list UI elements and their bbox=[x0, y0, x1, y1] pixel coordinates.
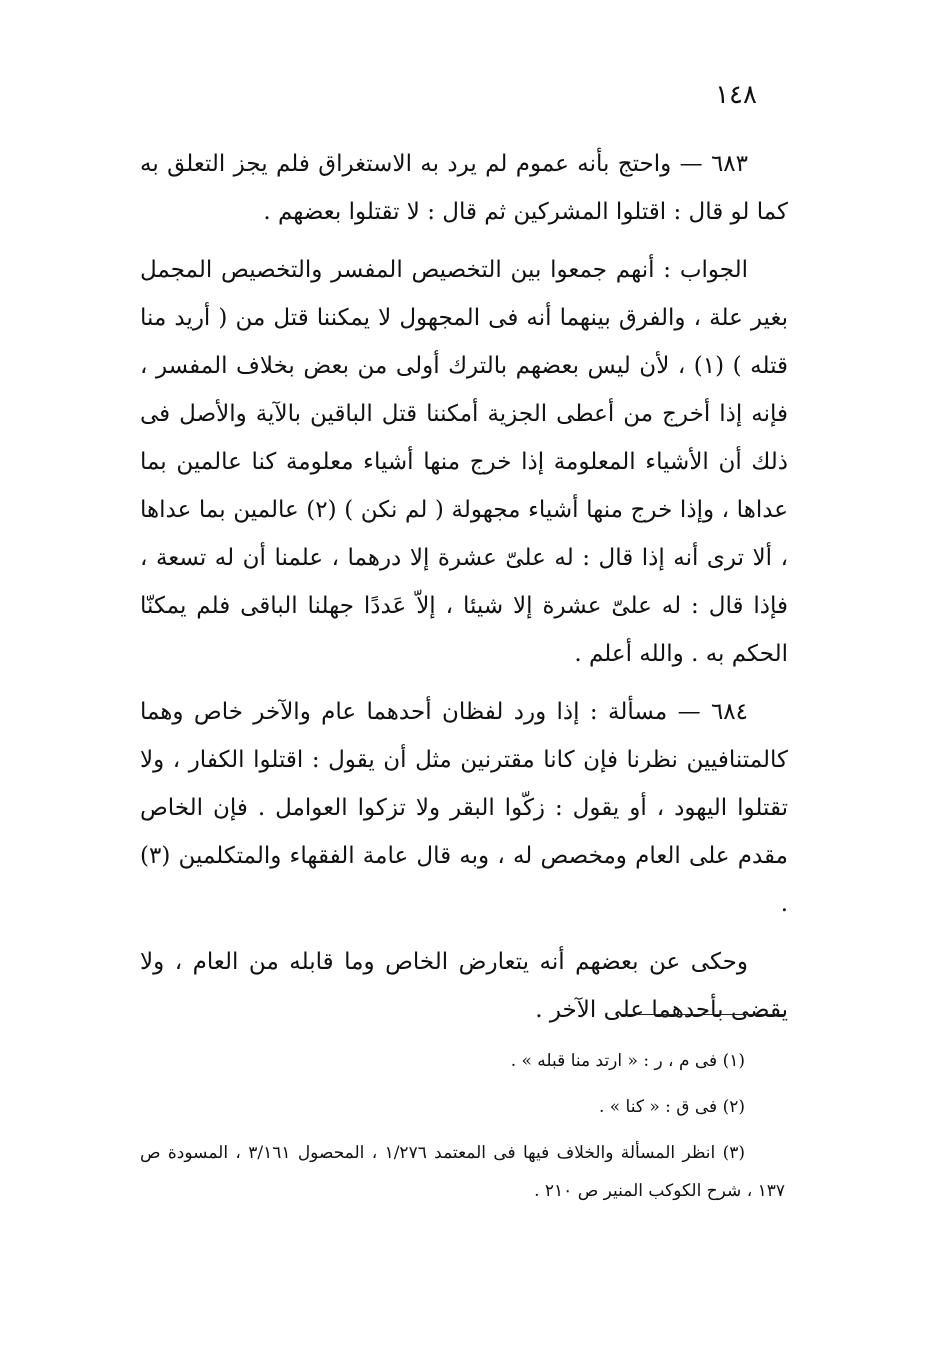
paragraph-answer: الجواب : أنهم جمعوا بين التخصيص المفسر والتخصيص المجمل بغير علة ، والفرق بينهما أنه فى المجهول لا يمكننا قتل من ( أريد منا قتله ) (١) ، لأن ليس بعضهم بالترك أولى من بعض بخلاف المفسر ، فإنه إذا أخرج من أعطى الجزية أمكننا قتل الباقين بالآية والأصل فى ذلك أن الأشياء المعلومة إذا خرج منها أشياء معلومة كنا عالمين بما عداها ، وإذا خرج منها أشياء مجهولة ( لم نكن ) (٢) عالمين بما عداها ، ألا ترى أنه إذا قال : له علىّ عشرة إلا درهما ، علمنا أن له تسعة ، فإذا قال : له علىّ عشرة إلا شيئا ، إلاّ عَددًا جهلنا الباقى فلم يمكنّا الحكم به . والله أعلم . bbox=[140, 257, 789, 667]
footnote-1: (١) فى م ، ر : « ارتد منا قبله » . bbox=[510, 1051, 745, 1071]
footnote-2: (٢) فى ق : « كنا » . bbox=[598, 1097, 745, 1117]
footnotes bbox=[140, 1042, 785, 1210]
page-number: ١٤٨ bbox=[715, 80, 757, 110]
paragraph-683: ٦٨٣ — واحتج بأنه عموم لم يرد به الاستغراق فلم يجز التعلق به كما لو قال : اقتلوا المشركين ثم قال : لا تقتلوا بعضهم . bbox=[140, 151, 788, 225]
main-text bbox=[140, 140, 788, 1044]
footnote-divider bbox=[620, 1014, 784, 1015]
paragraph-684: ٦٨٤ — مسألة : إذا ورد لفظان أحدهما عام والآخر خاص وهما كالمتنافيين نظرنا فإن كانا مقترنين مثل أن يقول : اقتلوا الكفار ، ولا تقتلوا اليهود ، أو يقول : زكّوا البقر ولا تزكوا العوامل . فإن الخاص مقدم على العام ومخصص له ، وبه قال عامة الفقهاء والمتكلمين (٣) . bbox=[140, 699, 788, 917]
footnote-3: (٣) انظر المسألة والخلاف فيها فى المعتمد ١/٢٧٦ ، المحصول ٣/١٦١ ، المسودة ص ١٣٧ ، شرح الكوكب المنير ص ٢١٠ . bbox=[140, 1143, 785, 1201]
paragraph-opposing-view: وحكى عن بعضهم أنه يتعارض الخاص وما قابله من العام ، ولا يقضى بأحدهما على الآخر . bbox=[140, 949, 788, 1023]
